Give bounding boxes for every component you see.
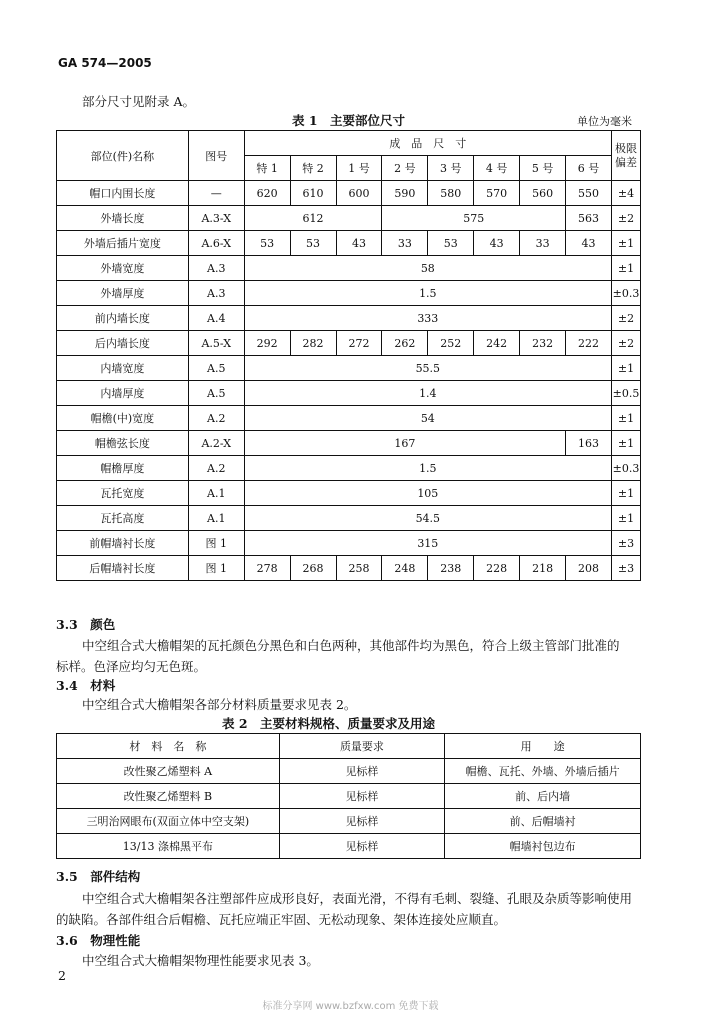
table-row [57, 381, 641, 406]
figure-ref: A.2 [188, 406, 244, 431]
table-row [57, 834, 641, 859]
size-header: 3 号 [428, 156, 474, 181]
column-header: 材 料 名 称 [57, 734, 280, 759]
figure-ref: 图 1 [188, 531, 244, 556]
size-value: 105 [244, 481, 611, 506]
figure-ref: A.4 [188, 306, 244, 331]
size-value: 33 [382, 231, 428, 256]
size-value: 54.5 [244, 506, 611, 531]
figure-ref: A.5-X [188, 331, 244, 356]
size-value: 54 [244, 406, 611, 431]
table-cell: 帽檐、瓦托、外墙、外墙后插片 [445, 759, 641, 784]
tolerance-value: ±0.3 [611, 281, 640, 306]
figure-ref: A.2 [188, 456, 244, 481]
size-value: 252 [428, 331, 474, 356]
tolerance-value: ±3 [611, 556, 640, 581]
tolerance-value: ±2 [611, 306, 640, 331]
figure-ref: A.3 [188, 256, 244, 281]
size-value: 167 [244, 431, 565, 456]
size-value: 580 [428, 181, 474, 206]
table-row [57, 531, 641, 556]
materials-table [56, 733, 641, 859]
header-row [57, 131, 641, 156]
size-value: 563 [566, 206, 612, 231]
tolerance-value: ±1 [611, 481, 640, 506]
size-value: 590 [382, 181, 428, 206]
figure-ref: A.2-X [188, 431, 244, 456]
size-value: 1.5 [244, 281, 611, 306]
section-3-3-heading [56, 615, 115, 633]
table-cell: 三明治网眼布(双面立体中空支架) [57, 809, 280, 834]
tolerance-value: ±0.5 [611, 381, 640, 406]
table-row [57, 356, 641, 381]
size-value: 58 [244, 256, 611, 281]
size-value: 43 [474, 231, 520, 256]
section-title: 材料 [90, 678, 116, 693]
size-value: 560 [520, 181, 566, 206]
part-name: 外墙宽度 [57, 256, 189, 281]
size-value: 222 [566, 331, 612, 356]
section-title: 部件结构 [90, 869, 141, 884]
table-cell: 改性聚乙烯塑料 A [57, 759, 280, 784]
table-cell: 前、后内墙 [445, 784, 641, 809]
table-row [57, 281, 641, 306]
size-value: 1.5 [244, 456, 611, 481]
table-row [57, 809, 641, 834]
size-value: 278 [244, 556, 290, 581]
size-value: 238 [428, 556, 474, 581]
watermark: 标准分享网 www.bzfxw.com 免费下载 [262, 1001, 439, 1012]
section-3-3-line2: 标样。色泽应均匀无色斑。 [56, 659, 207, 674]
part-name: 内墙宽度 [57, 356, 189, 381]
header-part-name: 部位(件)名称 [57, 131, 189, 181]
section-title: 物理性能 [90, 933, 141, 948]
section-number: 3.4 [56, 678, 78, 693]
part-name: 帽口内围长度 [57, 181, 189, 206]
table-row [57, 481, 641, 506]
section-number: 3.3 [56, 617, 78, 632]
size-value: 55.5 [244, 356, 611, 381]
header-product-size: 成 品 尺 寸 [244, 131, 611, 156]
intro-text: 部分尺寸见附录 A。 [82, 94, 196, 109]
size-value: 1.4 [244, 381, 611, 406]
size-value: 218 [520, 556, 566, 581]
tolerance-value: ±0.3 [611, 456, 640, 481]
table-cell: 见标样 [279, 784, 444, 809]
size-value: 612 [244, 206, 382, 231]
size-value: 575 [382, 206, 566, 231]
size-value: 232 [520, 331, 566, 356]
size-value: 53 [290, 231, 336, 256]
size-header: 特 2 [290, 156, 336, 181]
part-name: 内墙厚度 [57, 381, 189, 406]
section-number: 3.6 [56, 933, 78, 948]
part-name: 瓦托高度 [57, 506, 189, 531]
part-name: 后帽墙衬长度 [57, 556, 189, 581]
part-name: 外墙长度 [57, 206, 189, 231]
size-value: 33 [520, 231, 566, 256]
header-row [57, 734, 641, 759]
section-3-5-line1: 中空组合式大檐帽架各注塑部件应成形良好，表面光滑，不得有毛刺、裂缝、孔眼及杂质等影响使用 [82, 891, 633, 906]
size-header: 4 号 [474, 156, 520, 181]
part-name: 瓦托宽度 [57, 481, 189, 506]
tolerance-value: ±2 [611, 331, 640, 356]
page-number: 2 [58, 968, 66, 983]
table-row [57, 456, 641, 481]
table-row [57, 231, 641, 256]
section-3-4-heading [56, 676, 115, 694]
table-row [57, 556, 641, 581]
size-header: 1 号 [336, 156, 382, 181]
size-header: 6 号 [566, 156, 612, 181]
size-value: 258 [336, 556, 382, 581]
size-value: 620 [244, 181, 290, 206]
size-value: 600 [336, 181, 382, 206]
tolerance-value: ±4 [611, 181, 640, 206]
section-3-4-line1: 中空组合式大檐帽架各部分材料质量要求见表 2。 [82, 697, 357, 712]
section-3-3-line1: 中空组合式大檐帽架的瓦托颜色分黑色和白色两种，其他部件均为黑色，符合上级主管部门批准的 [82, 638, 620, 653]
section-3-6-line1: 中空组合式大檐帽架物理性能要求见表 3。 [82, 953, 319, 968]
part-name: 后内墙长度 [57, 331, 189, 356]
table2-title: 表 2 主要材料规格、质量要求及用途 [222, 716, 436, 731]
size-value: 272 [336, 331, 382, 356]
tolerance-value: ±2 [611, 206, 640, 231]
size-value: 333 [244, 306, 611, 331]
table1-title: 表 1 主要部位尺寸 [292, 113, 406, 128]
table-cell: 前、后帽墙衬 [445, 809, 641, 834]
table-row [57, 206, 641, 231]
section-3-5-heading [56, 867, 140, 885]
section-number: 3.5 [56, 869, 78, 884]
table-row [57, 256, 641, 281]
table-cell: 13/13 涤棉黑平布 [57, 834, 280, 859]
header-figure: 图号 [188, 131, 244, 181]
table-row [57, 506, 641, 531]
figure-ref: A.3-X [188, 206, 244, 231]
column-header: 用 途 [445, 734, 641, 759]
size-value: 242 [474, 331, 520, 356]
size-header: 5 号 [520, 156, 566, 181]
part-name: 帽檐弦长度 [57, 431, 189, 456]
size-value: 208 [566, 556, 612, 581]
tolerance-value: ±3 [611, 531, 640, 556]
size-value: 228 [474, 556, 520, 581]
size-value: 163 [566, 431, 612, 456]
table-cell: 见标样 [279, 759, 444, 784]
part-name: 外墙厚度 [57, 281, 189, 306]
table-row [57, 306, 641, 331]
table-cell: 见标样 [279, 809, 444, 834]
tolerance-value: ±1 [611, 506, 640, 531]
table-row [57, 406, 641, 431]
part-name: 帽檐厚度 [57, 456, 189, 481]
table-row [57, 431, 641, 456]
size-value: 53 [244, 231, 290, 256]
size-value: 248 [382, 556, 428, 581]
tolerance-value: ±1 [611, 356, 640, 381]
figure-ref: A.6-X [188, 231, 244, 256]
size-value: 570 [474, 181, 520, 206]
size-value: 262 [382, 331, 428, 356]
part-name: 前帽墙衬长度 [57, 531, 189, 556]
section-3-6-heading [56, 931, 140, 949]
table-row [57, 181, 641, 206]
table1-unit: 单位为毫米 [577, 115, 632, 128]
figure-ref: A.3 [188, 281, 244, 306]
part-name: 前内墙长度 [57, 306, 189, 331]
size-value: 550 [566, 181, 612, 206]
figure-ref: — [188, 181, 244, 206]
part-name: 帽檐(中)宽度 [57, 406, 189, 431]
figure-ref: A.1 [188, 481, 244, 506]
size-value: 292 [244, 331, 290, 356]
size-value: 315 [244, 531, 611, 556]
main-dimensions-table [56, 130, 641, 581]
size-value: 268 [290, 556, 336, 581]
size-header: 2 号 [382, 156, 428, 181]
size-value: 610 [290, 181, 336, 206]
size-value: 43 [336, 231, 382, 256]
table-cell: 见标样 [279, 834, 444, 859]
part-name: 外墙后插片宽度 [57, 231, 189, 256]
table-row [57, 331, 641, 356]
section-title: 颜色 [90, 617, 116, 632]
column-header: 质量要求 [279, 734, 444, 759]
document-code: GA 574—2005 [58, 56, 152, 70]
figure-ref: 图 1 [188, 556, 244, 581]
tolerance-value: ±1 [611, 256, 640, 281]
tolerance-value: ±1 [611, 231, 640, 256]
section-3-5-line2: 的缺陷。各部件组合后帽檐、瓦托应端正牢固、无松动现象、架体连接处应顺直。 [56, 912, 507, 927]
tolerance-value: ±1 [611, 406, 640, 431]
size-header: 特 1 [244, 156, 290, 181]
size-value: 43 [566, 231, 612, 256]
table-cell: 帽墙衬包边布 [445, 834, 641, 859]
tolerance-value: ±1 [611, 431, 640, 456]
header-tolerance: 极限偏差 [611, 131, 640, 181]
table-row [57, 784, 641, 809]
table-cell: 改性聚乙烯塑料 B [57, 784, 280, 809]
figure-ref: A.5 [188, 381, 244, 406]
size-value: 53 [428, 231, 474, 256]
figure-ref: A.5 [188, 356, 244, 381]
figure-ref: A.1 [188, 506, 244, 531]
table-row [57, 759, 641, 784]
size-value: 282 [290, 331, 336, 356]
